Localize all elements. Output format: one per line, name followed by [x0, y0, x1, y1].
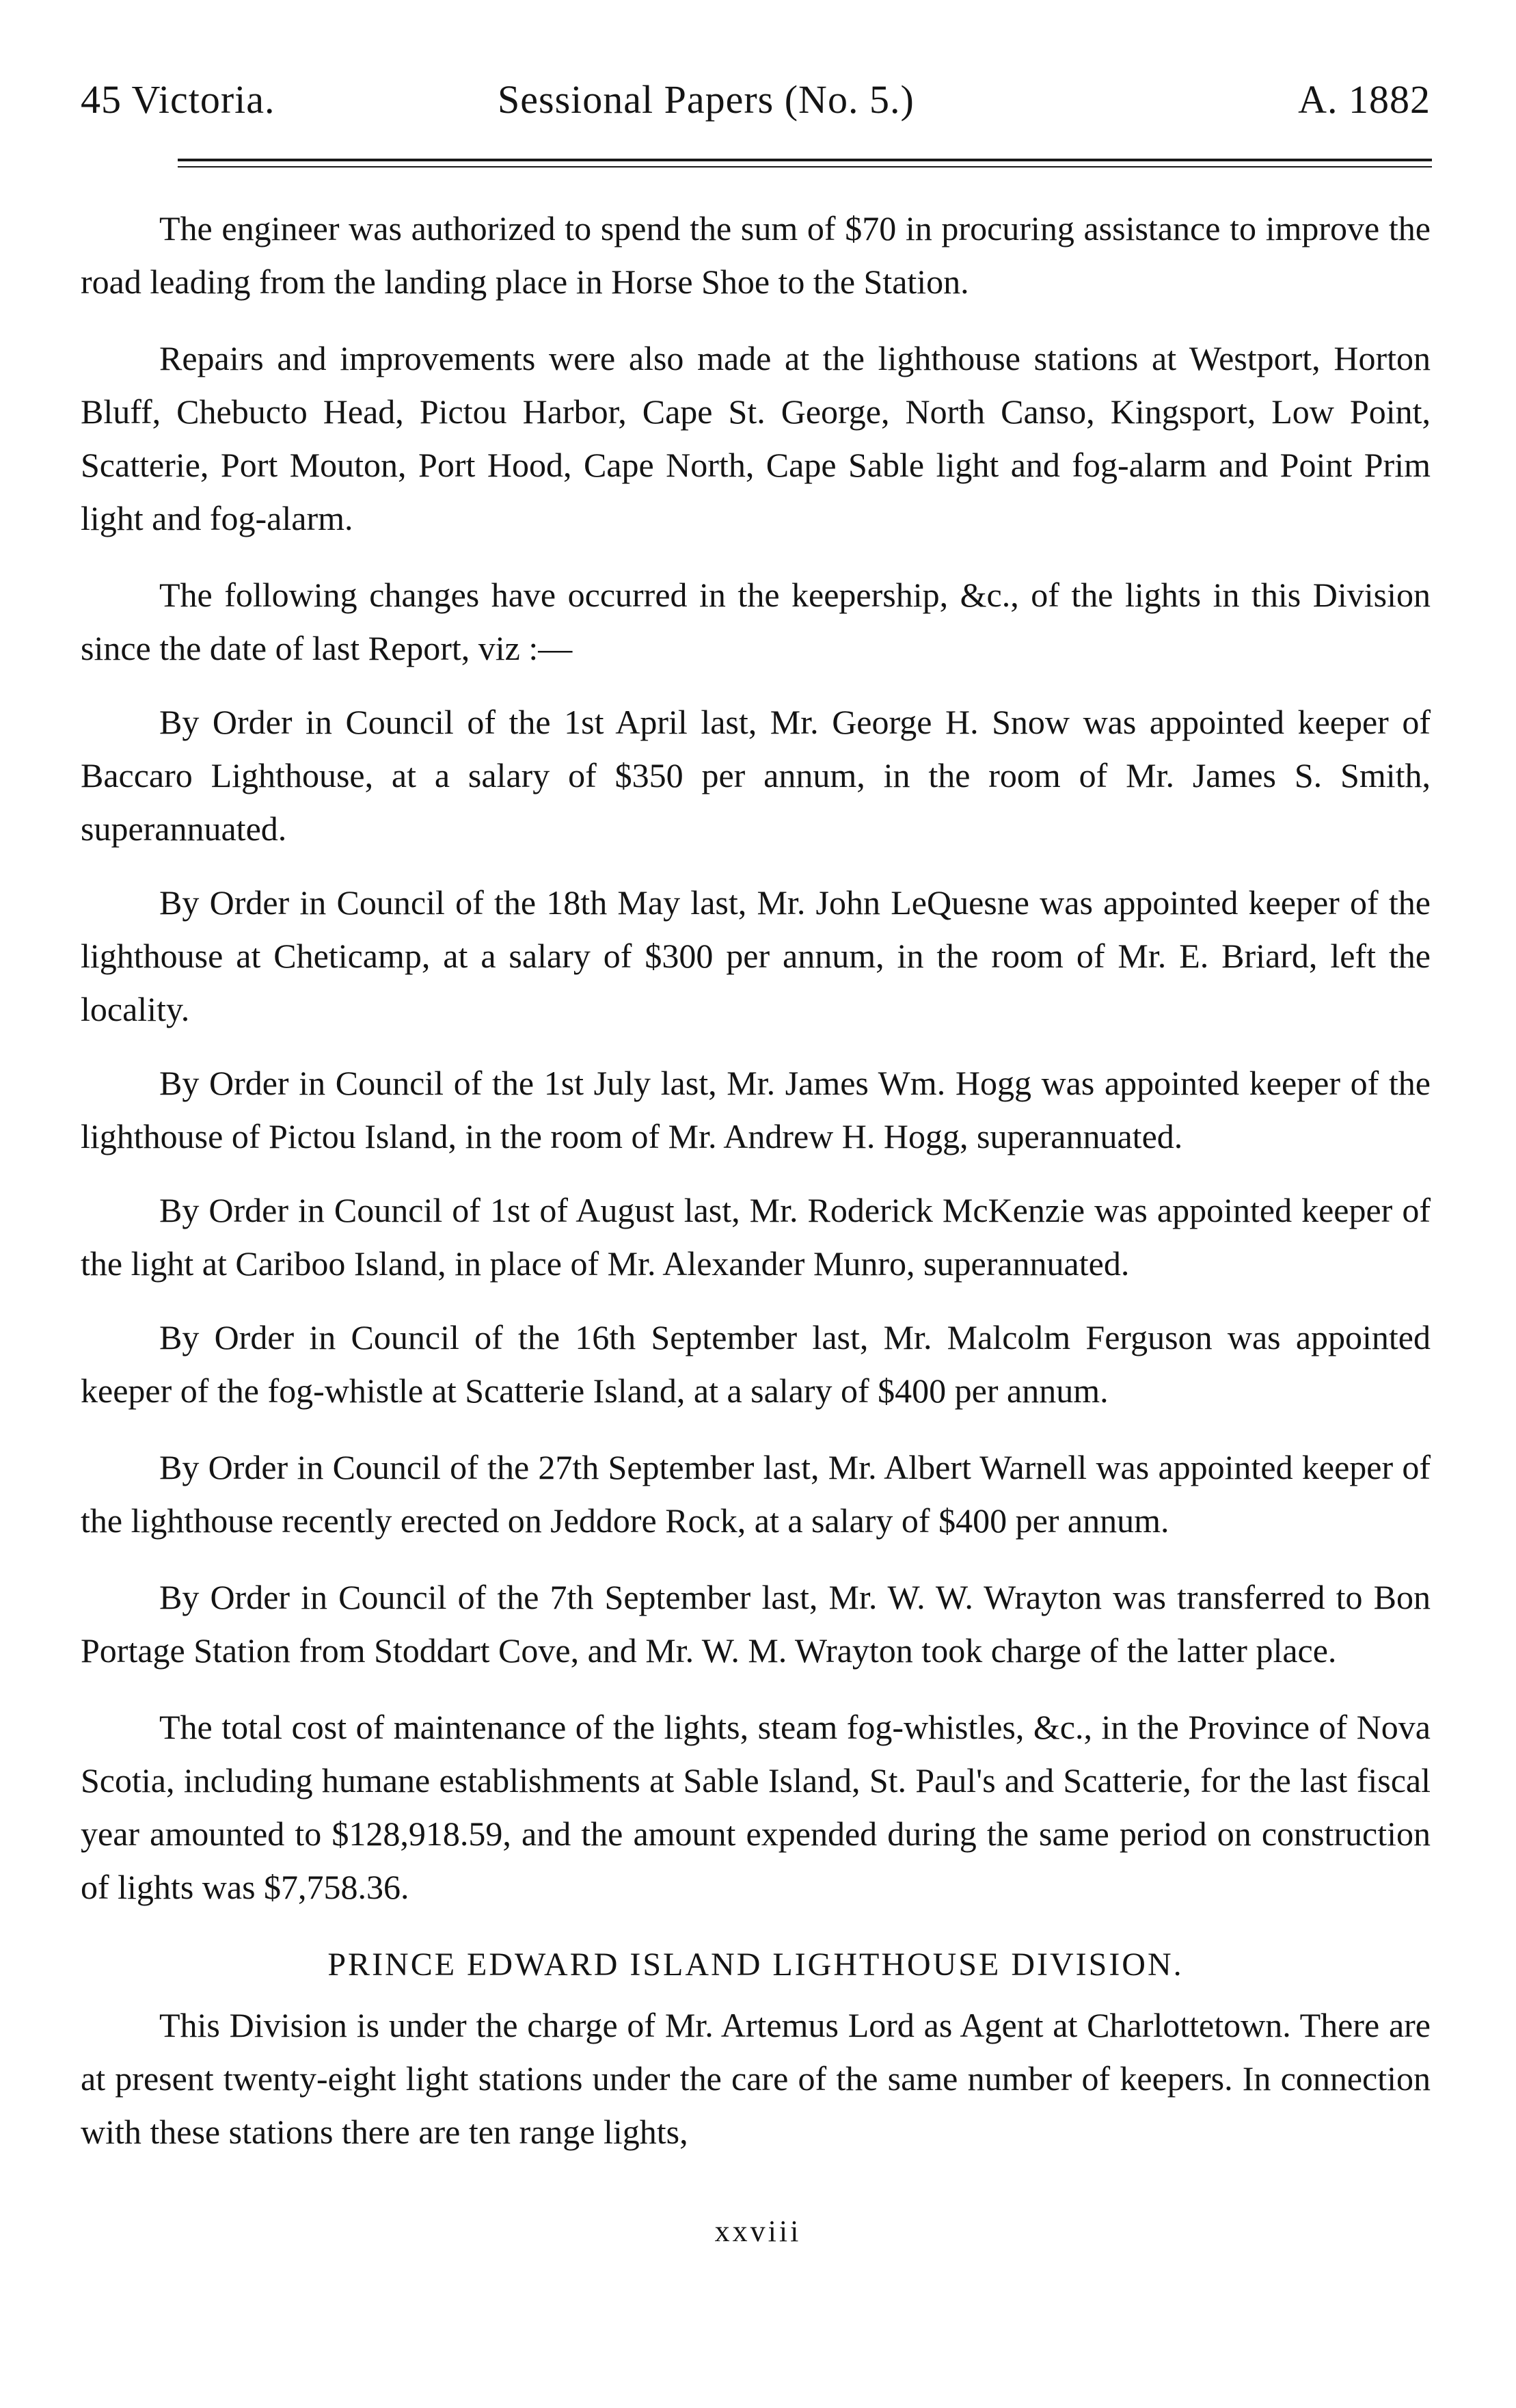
paragraph-hogg-appointment: By Order in Council of the 1st July last, Mr. James Wm. Hogg was appointed keeper of the lighthouse of Pictou Island, in the room of Mr. Andrew H. Hogg, superannuated.: [81, 1064, 1431, 1155]
paragraph-total-cost: The total cost of maintenance of the lights, steam fog-whistles, &c., in the Province of Nova Scotia, including humane establishments at Sable Island, St. Paul's and Scatterie, for the last fiscal year amounted to $128,918.59, and the amount expended during the same period on construction of lights was $7,758.36.: [81, 1708, 1431, 1906]
paragraph-pei-division: This Division is under the charge of Mr. Artemus Lord as Agent at Charlottetown. There are at present twenty-eight light stations under the care of the same number of keepers. In connection with these stations there are ten range lights,: [81, 2006, 1431, 2151]
header-year: A. 1882: [1298, 77, 1431, 122]
header-rule-thin: [178, 166, 1432, 168]
header-session: 45 Victoria.: [81, 77, 275, 122]
paragraph-repairs: Repairs and improvements were also made at the lighthouse stations at Westport, Horton Bluff, Chebucto Head, Pictou Harbor, Cape St. George, North Canso, Kingsport, Low Point, Scatterie, Port Mouton, Port Hood, Cape North, Cape Sable light and fog-alarm and Point Prim light and fog-alarm.: [81, 339, 1431, 537]
paragraph-snow-appointment: By Order in Council of the 1st April last, Mr. George H. Snow was appointed keeper of Baccaro Lighthouse, at a salary of $350 per annum, in the room of Mr. James S. Smith, superannuated.: [81, 703, 1431, 848]
paragraph-lequesne-appointment: By Order in Council of the 18th May last, Mr. John LeQuesne was appointed keeper of the lighthouse at Cheticamp, at a salary of $300 per annum, in the room of Mr. E. Briard, left the locality.: [81, 883, 1431, 1028]
page-folio: xxviii: [714, 2215, 802, 2248]
paragraph-keepership-intro: The following changes have occurred in the keepership, &c., of the lights in this Division since the date of last Report, viz :—: [81, 576, 1431, 667]
paragraph-ferguson-appointment: By Order in Council of the 16th September last, Mr. Malcolm Ferguson was appointed keeper of the fog-whistle at Scatterie Island, at a salary of $400 per annum.: [81, 1318, 1431, 1410]
running-head: [81, 77, 1431, 138]
body-text: [81, 202, 1431, 2182]
section-heading: PRINCE EDWARD ISLAND LIGHTHOUSE DIVISION.: [327, 1947, 1184, 1983]
paragraph-warnell-appointment: By Order in Council of the 27th September last, Mr. Albert Warnell was appointed keeper of the lighthouse recently erected on Jeddore Rock, at a salary of $400 per annum.: [81, 1448, 1431, 1540]
paragraph-mckenzie-appointment: By Order in Council of 1st of August last, Mr. Roderick McKenzie was appointed keeper of the light at Cariboo Island, in place of Mr. Alexander Munro, superannuated.: [81, 1191, 1431, 1283]
paragraph-wrayton-transfer: By Order in Council of the 7th September last, Mr. W. W. Wrayton was transferred to Bon Portage Station from Stoddart Cove, and Mr. W. M. Wrayton took charge of the latter place.: [81, 1578, 1431, 1670]
header-rule-thick: [178, 159, 1432, 161]
header-title: Sessional Papers (No. 5.): [498, 77, 915, 122]
paragraph-road-assistance: The engineer was authorized to spend the sum of $70 in procuring assistance to improve the road leading from the landing place in Horse Shoe to the Station.: [81, 209, 1431, 301]
